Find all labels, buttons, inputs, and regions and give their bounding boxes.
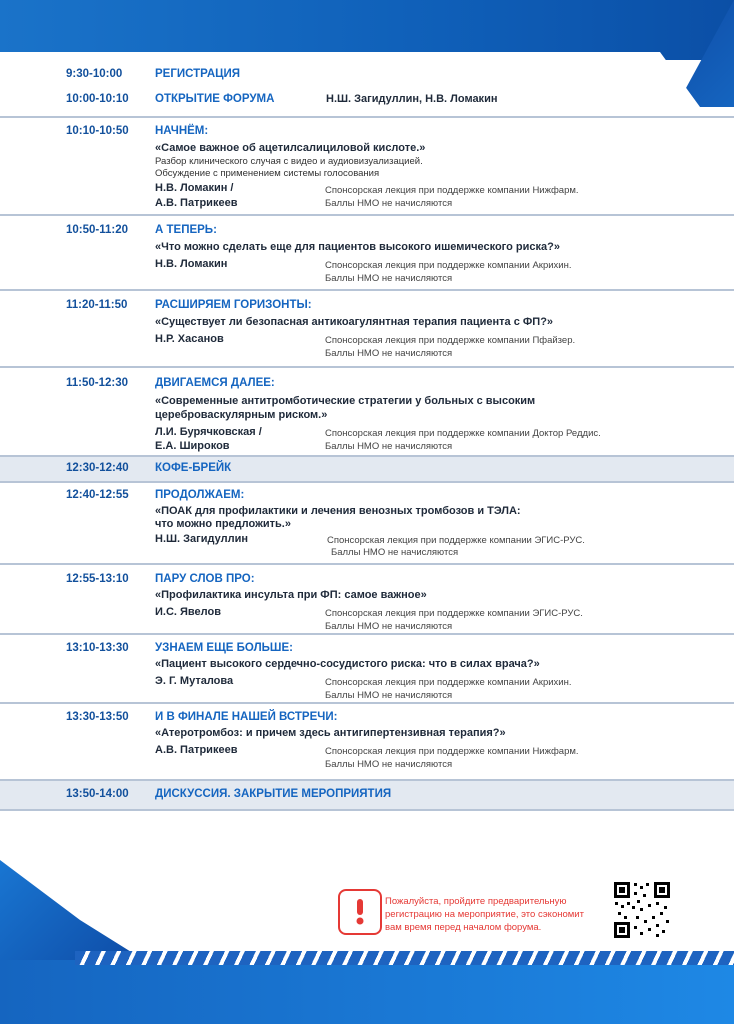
time-label: 10:10-10:50 <box>66 125 129 137</box>
session-row <box>0 702 734 780</box>
section-title: ПАРУ СЛОВ ПРО: <box>155 573 255 585</box>
notice-line: Пожалуйста, пройдите предварительную <box>385 896 567 907</box>
talk-title: «Существует ли безопасная антикоагулянтная терапия пациента с ФП?» <box>155 316 554 328</box>
session-row <box>0 563 734 635</box>
speaker: И.С. Явелов <box>155 606 221 618</box>
speakers: Н.Ш. Загидуллин, Н.В. Ломакин <box>326 93 498 105</box>
sponsor-note: Спонсорская лекция при поддержке компании ЭГИС-РУС. <box>327 535 585 546</box>
talk-title: «Пациент высокого сердечно-сосудистого риска: что в силах врача?» <box>155 658 540 670</box>
time-label: 11:20-11:50 <box>66 299 128 311</box>
session-row <box>0 366 734 456</box>
section-title: УЗНАЕМ ЕЩЕ БОЛЬШЕ: <box>155 642 293 654</box>
talk-title: цереброваскулярным риском.» <box>155 409 328 421</box>
time-label: 12:55-13:10 <box>66 573 129 585</box>
sponsor-note: Спонсорская лекция при поддержке компании Нижфарм. <box>325 185 579 196</box>
section-title: А ТЕПЕРЬ: <box>155 224 217 236</box>
talk-title: что можно предложить.» <box>155 518 291 530</box>
session-row <box>0 633 734 703</box>
speaker: Э. Г. Муталова <box>155 675 234 687</box>
talk-title: «Что можно сделать еще для пациентов высокого ишемического риска?» <box>155 241 560 253</box>
sponsor-note: Спонсорская лекция при поддержке компании Доктор Реддис. <box>325 428 601 439</box>
time-label: 9:30-10:00 <box>66 68 123 80</box>
coffee-break-row <box>0 455 734 483</box>
speaker: Н.Р. Хасанов <box>155 333 224 345</box>
sponsor-note: Баллы НМО не начисляются <box>331 547 459 558</box>
sponsor-note: Спонсорская лекция при поддержке компании Нижфарм. <box>325 746 579 757</box>
exclamation-icon <box>338 889 382 935</box>
footer-band <box>0 960 734 1024</box>
registration-notice <box>385 895 605 934</box>
time-label: 13:30-13:50 <box>66 711 129 723</box>
sponsor-note: Спонсорская лекция при поддержке компании ЭГИС-РУС. <box>325 608 583 619</box>
sponsor-note: Спонсорская лекция при поддержке компании Пфайзер. <box>325 335 576 346</box>
session-row <box>0 289 734 367</box>
talk-title: «Атеротромбоз: и причем здесь антигипертензивная терапия?» <box>155 727 506 739</box>
sponsor-note: Баллы НМО не начисляются <box>325 621 453 632</box>
sponsor-note: Спонсорская лекция при поддержке компании Акрихин. <box>325 677 572 688</box>
header-band <box>0 0 734 60</box>
sponsor-note: Баллы НМО не начисляются <box>325 690 453 701</box>
session-row <box>0 480 734 562</box>
session-row <box>0 214 734 290</box>
sponsor-note: Баллы НМО не начисляются <box>325 441 453 452</box>
section-title: И В ФИНАЛЕ НАШЕЙ ВСТРЕЧИ: <box>155 711 338 723</box>
section-title: ПРОДОЛЖАЕМ: <box>155 489 245 501</box>
talk-note: Разбор клинического случая с видео и аудиовизуализацией. <box>155 156 423 167</box>
session-row <box>0 116 734 214</box>
talk-title: «Самое важное об ацетилсалициловой кислоте.» <box>155 142 426 154</box>
sponsor-note: Баллы НМО не начисляются <box>325 273 453 284</box>
closing-row <box>0 779 734 811</box>
time-label: 12:40-12:55 <box>66 489 129 501</box>
qr-code-icon[interactable] <box>612 880 672 940</box>
speaker: Н.Ш. Загидуллин <box>155 533 248 545</box>
section-title: ДИСКУССИЯ. ЗАКРЫТИЕ МЕРОПРИЯТИЯ <box>155 788 392 800</box>
talk-note: Обсуждение с применением системы голосования <box>155 168 380 179</box>
sponsor-note: Баллы НМО не начисляются <box>325 348 453 359</box>
time-label: 10:00-10:10 <box>66 93 129 105</box>
sponsor-note: Баллы НМО не начисляются <box>325 759 453 770</box>
time-label: 10:50-11:20 <box>66 224 129 236</box>
speaker: Е.А. Широков <box>155 440 230 452</box>
speaker: А.В. Патрикеев <box>155 197 238 209</box>
time-label: 13:10-13:30 <box>66 642 129 654</box>
section-title: ДВИГАЕМСЯ ДАЛЕЕ: <box>155 377 275 389</box>
section-title: НАЧНЁМ: <box>155 125 209 137</box>
talk-title: «Современные антитромботические стратегии у больных с высоким <box>155 395 536 407</box>
speaker: Н.В. Ломакин / <box>155 182 234 194</box>
notice-line: регистрацию на мероприятие, это сэкономит <box>385 909 584 920</box>
notice-line: вам время перед началом форума. <box>385 922 542 933</box>
speaker: Н.В. Ломакин <box>155 258 228 270</box>
speaker: А.В. Патрикеев <box>155 744 238 756</box>
time-label: 11:50-12:30 <box>66 377 129 389</box>
sponsor-note: Спонсорская лекция при поддержке компании Акрихин. <box>325 260 572 271</box>
stripe-decoration <box>75 951 734 965</box>
sponsor-note: Баллы НМО не начисляются <box>325 198 453 209</box>
speaker: Л.И. Бурячковская / <box>155 426 262 438</box>
section-title: ОТКРЫТИЕ ФОРУМА <box>155 93 275 105</box>
section-title: РЕГИСТРАЦИЯ <box>155 68 241 80</box>
section-title: КОФЕ-БРЕЙК <box>155 462 232 474</box>
section-title: РАСШИРЯЕМ ГОРИЗОНТЫ: <box>155 299 312 311</box>
time-label: 12:30-12:40 <box>66 462 129 474</box>
time-label: 13:50-14:00 <box>66 788 129 800</box>
talk-title: «ПОАК для профилактики и лечения венозных тромбозов и ТЭЛА: <box>155 505 521 517</box>
talk-title: «Профилактика инсульта при ФП: самое важное» <box>155 589 427 601</box>
